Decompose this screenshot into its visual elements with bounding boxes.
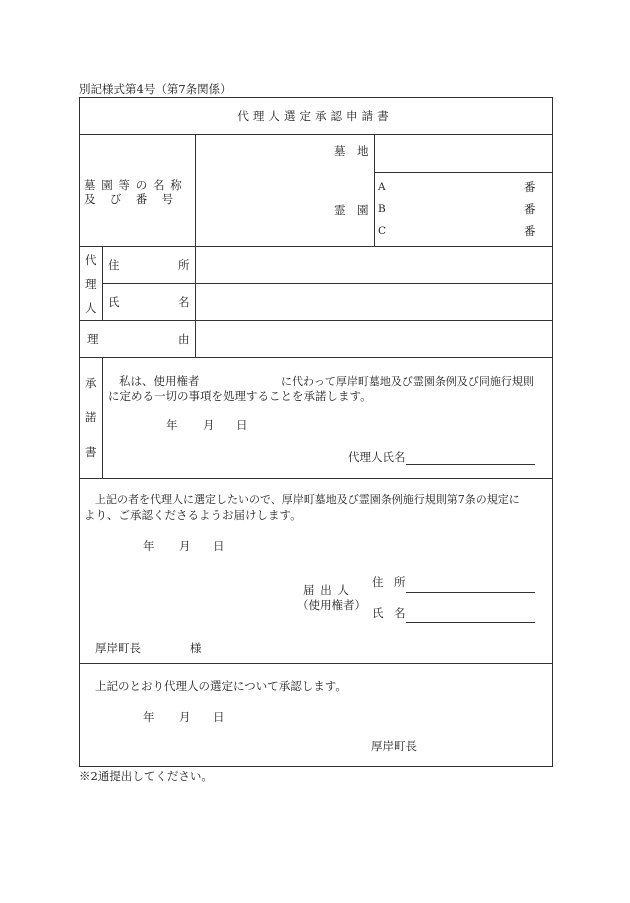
agent-name-label-1: 氏 bbox=[108, 295, 120, 309]
approval-date-month: 月 bbox=[179, 710, 191, 724]
approval-signer: 厚岸町長 bbox=[371, 739, 417, 753]
reien-label: 霊園 bbox=[334, 203, 380, 217]
cemetery-label-line1: 墓園等の名称 bbox=[84, 178, 188, 192]
agent-address-label-1: 住 bbox=[108, 258, 120, 272]
application-text-2: より、ご承認くださるようお届けします。 bbox=[84, 508, 302, 522]
applicant-label: 届出人 bbox=[303, 583, 355, 597]
plot-ban-c: 番 bbox=[524, 224, 536, 238]
addressee-honorific: 様 bbox=[190, 641, 202, 655]
footer-note: ※2通提出してください。 bbox=[79, 769, 213, 783]
applicant-name-label-2: 名 bbox=[394, 606, 406, 620]
applicant-address-line bbox=[406, 592, 535, 593]
consent-text-2: に定める一切の事項を処理することを承諾します。 bbox=[108, 389, 372, 403]
application-date-month: 月 bbox=[179, 539, 191, 553]
applicant-name-label-1: 氏 bbox=[372, 606, 384, 620]
cemetery-label-line2: 及び番号 bbox=[84, 192, 188, 206]
applicant-address-label-1: 住 bbox=[372, 575, 384, 589]
agent-side-label-1: 代 bbox=[85, 253, 97, 267]
agent-name-signature-label: 代理人氏名 bbox=[348, 450, 406, 464]
applicant-address-label-2: 所 bbox=[394, 575, 406, 589]
form-title: 代理人選定承認申請書 bbox=[237, 109, 393, 123]
plot-letter-b: B bbox=[378, 203, 386, 215]
agent-side-label-2: 理 bbox=[85, 277, 97, 291]
approval-date-year: 年 bbox=[143, 710, 155, 724]
approval-date-day: 日 bbox=[213, 710, 225, 724]
agent-side-label-3: 人 bbox=[85, 301, 97, 315]
consent-side-label-2: 諾 bbox=[85, 410, 97, 424]
approval-text: 上記のとおり代理人の選定について承認します。 bbox=[95, 679, 347, 693]
agent-name-signature-line bbox=[406, 464, 535, 465]
addressee: 厚岸町長 bbox=[95, 641, 141, 655]
plot-ban-b: 番 bbox=[524, 202, 536, 216]
application-text-1: 上記の者を代理人に選定したいので、厚岸町墓地及び霊園条例施行規則第7条の規定に bbox=[95, 493, 520, 506]
consent-text-1a: 私は、使用権者 bbox=[119, 374, 200, 388]
plot-letter-a: A bbox=[378, 181, 386, 193]
consent-date-day: 日 bbox=[236, 418, 248, 432]
plot-letter-c: C bbox=[378, 225, 387, 237]
application-date-day: 日 bbox=[213, 539, 225, 553]
form-number-note: 別記様式第4号（第7条関係） bbox=[79, 82, 232, 96]
consent-date-year: 年 bbox=[166, 418, 178, 432]
applicant-sub-label: （使用権者） bbox=[297, 598, 366, 612]
application-date-year: 年 bbox=[143, 539, 155, 553]
consent-date-month: 月 bbox=[203, 418, 215, 432]
plot-ban-a: 番 bbox=[524, 180, 536, 194]
agent-name-label-2: 名 bbox=[178, 295, 190, 309]
consent-side-label-1: 承 bbox=[85, 376, 97, 390]
agent-address-label-2: 所 bbox=[178, 258, 190, 272]
applicant-name-line bbox=[406, 622, 535, 623]
consent-side-label-3: 書 bbox=[85, 445, 97, 459]
reason-label-2: 由 bbox=[178, 332, 190, 346]
bochi-label: 墓地 bbox=[334, 144, 380, 158]
reason-label-1: 理 bbox=[87, 332, 99, 346]
consent-text-1b: に代わって厚岸町墓地及び霊園条例及び同施行規則 bbox=[281, 375, 534, 388]
